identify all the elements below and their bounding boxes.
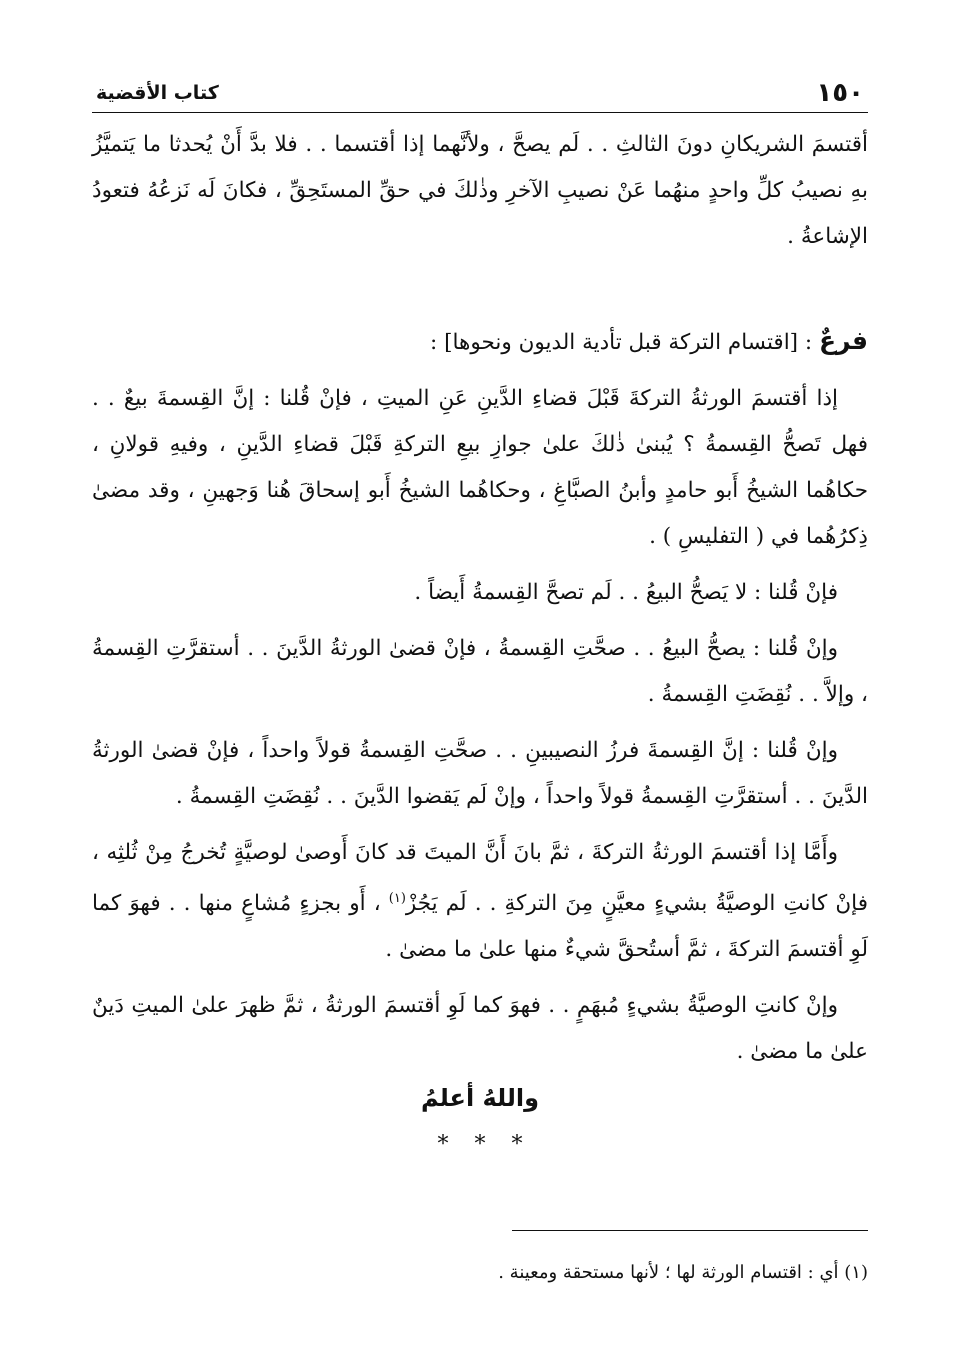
footnote-text: أي : اقتسام الورثة لها ؛ لأنها مستحقة ومعينة . bbox=[498, 1262, 839, 1283]
section-end-stars: *** bbox=[437, 1132, 549, 1157]
paragraph-6-end: ، أَو بجزءٍ مُشاعٍ منها . . فهوَ كما لَوِ أقتسمَ التركةَ ، ثمَّ أستُحقَّ شيءٌ منها علىٰ ما مضىٰ . bbox=[92, 891, 868, 963]
main-text bbox=[92, 122, 868, 1085]
branch-heading bbox=[92, 318, 868, 366]
page-header bbox=[92, 78, 868, 113]
paragraph-2: إذا أقتسمَ الورثةُ التركةَ قَبْلَ قضاءِ الدَّينِ عَنِ الميتِ ، فإنْ قُلنا : إنَّ القِسمةَ بيعٌ . . فهل تَصحُّ القِسمةُ ؟ يُبنىٰ ذٰلكَ علىٰ جوازِ بيعِ التركةِ قَبْلَ قضاءِ الدَّينِ ، وفيهِ قولانِ ، حكاهُما الشيخُ أَبو حامدٍ وأبنُ الصبَّاغِ ، وحكاهُما الشيخُ أَبو إسحاقَ هُنا وَجهينِ ، وقد مضىٰ ذِكرُهُما في ( التفليسِ ) . bbox=[92, 386, 868, 549]
footnote-divider bbox=[512, 1230, 868, 1231]
paragraph-3: فإنْ قُلنا : لا يَصحُّ البيعُ . . لَم تصحَّ القِسمةُ أَيضاً . bbox=[414, 580, 838, 605]
paragraph-6-start: وأَمَّا إذا أقتسمَ الورثةُ التركةَ ، ثمَّ بانَ أَنَّ الميتَ قد كانَ أَوصىٰ لوصيَّةٍ تُخرجُ مِنْ ثُلثِه ، فإنْ كانتِ الوصيَّةُ بشيءٍ معيَّنٍ مِنَ التركةِ . . لَم يَجُزْ bbox=[92, 840, 869, 917]
branch-label: فرعٌ bbox=[819, 326, 868, 355]
paragraph-7: وإنْ كانتِ الوصيَّةُ بشيءٍ مُبهَمٍ . . فهوَ كما لَوِ أقتسمَ الورثةُ ، ثمَّ ظهرَ علىٰ الميتِ دَينٌ علىٰ ما مضىٰ . bbox=[92, 993, 868, 1065]
branch-title: : [اقتسام التركة قبل تأدية الديون ونحوها] : bbox=[430, 330, 813, 355]
footnote bbox=[92, 1262, 868, 1283]
paragraph-1: أقتسمَ الشريكانِ دونَ الثالثِ . . لَم يصحَّ ، ولأنَّهما إذا أقتسما . . فلا بدَّ أَنْ يُحدثا ما يَتميَّزُ بهِ نصيبُ كلِّ واحدٍ منهُما عَنْ نصيبِ الآخرِ وذٰلكَ في حقِّ المستَحِقِّ ، فكانَ لَه نَزعُهُ فتعودُ الإشاعةُ . bbox=[92, 132, 868, 249]
section-spacer bbox=[92, 270, 868, 318]
footnote-marker[interactable]: (١) bbox=[388, 891, 406, 906]
paragraph-5: وإنْ قُلنا : إنَّ القِسمةَ فرزُ النصيبينِ . . صحَّتِ القِسمةُ قولاً واحداً ، فإنْ قضىٰ الورثةُ الدَّينَ . . أستقرَّتِ القِسمةُ قولاً واحداً ، وإنْ لَم يَقضوا الدَّينَ . . نُقِضَتِ القِسمةُ . bbox=[92, 738, 868, 809]
paragraph-6 bbox=[92, 830, 868, 973]
paragraph-4: وإنْ قُلنا : يصحُّ البيعُ . . صحَّتِ القِسمةُ ، فإنْ قضىٰ الورثةُ الدَّينَ . . أستقرَّتِ القِسمةُ ، وإلاَّ . . نُقِضَتِ القِسمةُ . bbox=[92, 636, 868, 707]
footnote-number: (١) bbox=[844, 1262, 868, 1283]
closing-phrase: واللهُ أعلمُ bbox=[420, 1084, 540, 1112]
page-number: ١٥٠ bbox=[816, 78, 864, 108]
running-title: كتاب الأقضية bbox=[96, 82, 219, 104]
